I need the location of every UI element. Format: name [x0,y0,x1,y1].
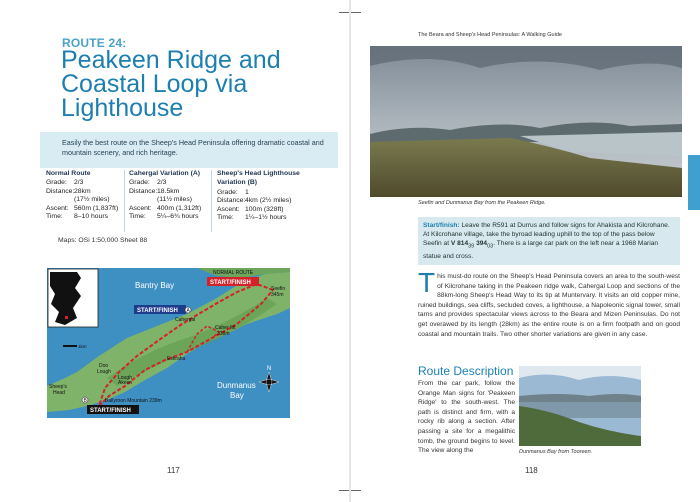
grid-ref-northing-sub: 03 [487,243,494,250]
start-finish-text [418,217,680,261]
map-label-lough-akeen: Lough [118,375,132,381]
variation-row: Time: 5¼–6¾ hours [129,213,199,221]
landscape-photo [370,46,682,197]
start-finish-label: Start/finish: [423,222,460,229]
map-label-var-b: B [83,398,87,404]
map-label-var-a: A [186,308,190,314]
map-label-ballyroon: Ballyroon Mountain 239m [105,398,162,404]
variation-row: Time: 1¼–1½ hours [217,214,287,222]
variation-row: Distance: 4km (2½ miles) [217,197,292,205]
variation-row: Grade: 2/3 [46,179,84,187]
map-label-caher-mt: Caher Mt [215,325,236,331]
variation-heading: Cahergal Variation (A) [129,170,201,177]
crop-mark [339,12,349,13]
chapter-tab [688,155,700,210]
variation-a [129,170,212,232]
variation-normal [46,170,125,232]
running-header: The Beara and Sheep's Head Peninsulas: A Walking Guide [418,32,562,38]
page-number-left: 117 [167,466,180,475]
start-finish-body: Leave the R591 at Durrus and follow signs for Ahakista and Kilcrohane. At Kilcrohane village, take the byroad leading uphill to the top of the pass below Seefin at [423,222,670,248]
map-label-doo: Doo [99,363,109,369]
intro-paragraph [418,267,680,339]
scale-bar [63,345,77,347]
start-finish-box [418,217,680,265]
map-label-eskraha: Eskraha [167,356,186,362]
variation-heading: Sheep's Head Lighthouse [217,170,300,177]
route-label: ROUTE 24: [62,36,127,50]
map-label-start-finish-b: START/FINISH [90,408,131,414]
variation-row: Ascent: 560m (1,837ft) [46,204,119,212]
variation-row: (17½ miles) [74,196,110,204]
crop-mark [351,490,361,491]
start-finish-body-2: . There is a large car park on the left near a 1968 Marian statue and cross. [423,240,659,260]
route-description-text: From the car park, follow the Orange Man signs for 'Peakeen Ridge' to the south-west. The path is distinct and firm, with a rocky rib along a section. After passing a site for a megalithic tomb, the ground begins to level. The view along the [418,380,515,455]
drop-cap: T [418,267,436,298]
route-description-heading: Route Description [418,364,514,378]
map-label-bay: Bay [230,391,244,400]
variation-row: Distance: 18.5km [129,187,180,195]
route-map [47,268,290,418]
map-label-cahergal: Cahergal [175,317,196,323]
grid-ref-easting: V 814 [450,240,469,248]
crop-mark [351,12,361,13]
bay-photo-caption: Dunmanus Bay from Tooreen. [519,449,593,455]
bay-photo [519,366,641,446]
maps-reference: Maps: OSi 1:50,000 Sheet 88 [58,237,148,244]
map-label-normal-route: NORMAL ROUTE [213,270,254,276]
grid-ref-easting-sub: 39 [468,243,475,250]
map-label-head: Head [53,390,65,396]
page-number-right: 118 [525,466,538,475]
map-label-start-finish-a: START/FINISH [137,308,178,314]
intro-paragraph-text: his must-do route on the Sheep's Head Peninsula covers an area to the south-west of Kilcrohane taking in the Peakeen ridge walk, Cahergal Loop and sections of the 88km-long Sheep's Head Way to its tip at Muntervary. It visits an old copper mine, ruined buildings, sea cliffs, secluded coves, a lighthouse, a Napoleonic signal tower, small tarns and provides spectacular views across to the Beara and Mizen Peninsulas. Do not get overawed by its length (28km) as the entire route is on a firm footpath and on good coastal and mountain trails. Two other shorter variations are given in any case. [418,273,680,338]
intro-box [40,132,338,168]
map-label-start-finish-top: START/FINISH [210,280,251,286]
left-page [0,0,349,502]
variation-heading: Normal Route [46,170,91,177]
map-label-sheeps: Sheep's [49,384,67,390]
map-label-dunmanus: Dunmanus [217,381,256,390]
variation-row: Ascent: 100m (328ft) [217,205,284,213]
map-label-lough: Lough [97,369,111,375]
locator-marker [65,316,68,319]
intro-text: Easily the best route on the Sheep's Head Peninsula offering dramatic coastal and mountain scenery, and rich heritage. [62,138,324,157]
variation-row: Time: 8–10 hours [46,213,109,221]
variation-row: Ascent: 400m (1,312ft) [129,204,202,212]
map-label-caher-height: 338m [217,331,230,337]
variation-row: (11½ miles) [157,196,192,204]
grid-ref-northing: 394 [476,240,488,248]
variation-row: Grade: 1 [217,188,249,196]
north-label: N [267,366,272,372]
crop-mark [339,490,349,491]
photo-caption: Seefin and Dunmanus Bay from the Peakeen Ridge. [418,200,546,206]
scale-label: 1km [78,344,87,349]
map-label-bantry-bay: Bantry Bay [135,281,175,290]
variation-b [217,170,317,232]
variation-row: Grade: 2/3 [129,179,167,187]
page-title: Peakeen Ridge and Coastal Loop via Lighthouse [61,46,281,122]
variation-heading: Variation (B) [217,179,258,187]
map-label-seefin-height: 345m [271,292,284,298]
variation-row: Distance: 28km [46,187,91,195]
far-hills [519,394,641,402]
map-label-akeen: Akeen [118,380,133,386]
map-label-seefin: Seefin [271,286,286,292]
